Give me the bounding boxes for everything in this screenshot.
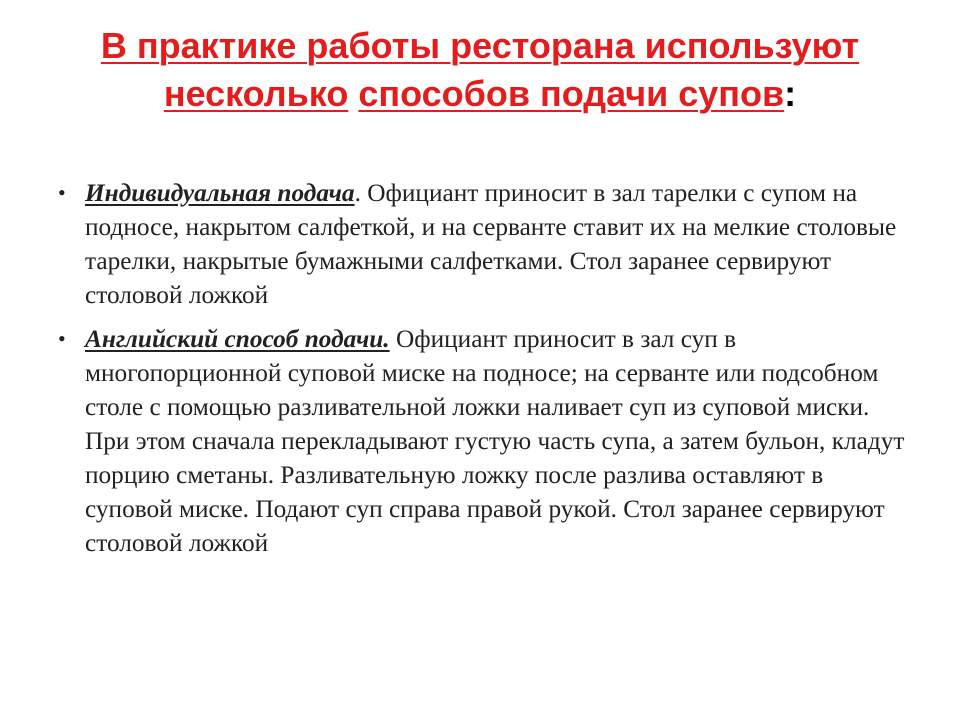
- title-colon: :: [784, 73, 797, 114]
- bullet-icon: •: [58, 180, 66, 205]
- item-text: Официант приносит в зал суп в многопорционной суповой миске на подносе; на серванте или подсобном столе с помощью разливательной ложки наливает суп из суповой миски. При этом сначала перекладывают густую часть супа, а затем бульон, кладут порцию сметаны. Разливательную ложку после разлива оставляют в суповой миске. Подают суп справа правой рукой. Стол заранее сервируют столовой ложкой: [85, 325, 905, 557]
- bullet-icon: •: [58, 326, 66, 351]
- title-space: [348, 73, 358, 114]
- title-word-neskolko: несколько: [163, 73, 349, 114]
- slide-title: [40, 22, 920, 118]
- item-label: Индивидуальная подача: [85, 179, 355, 207]
- list-item-individual: [58, 176, 908, 312]
- title-line-1: В практике работы ресторана используют: [100, 25, 860, 66]
- list-item-english: [58, 322, 908, 560]
- item-label: Английский способ подачи.: [85, 325, 390, 353]
- title-phrase-sposobov: способов подачи супов: [358, 73, 785, 114]
- item-text: . Официант приносит в зал тарелки с супом на подносе, накрытом салфеткой, и на серванте ставит их на мелкие столовые тарелки, накрытые бумажными салфетками. Стол заранее сервируют столовой ложкой: [85, 179, 897, 309]
- bullet-list: [58, 176, 908, 570]
